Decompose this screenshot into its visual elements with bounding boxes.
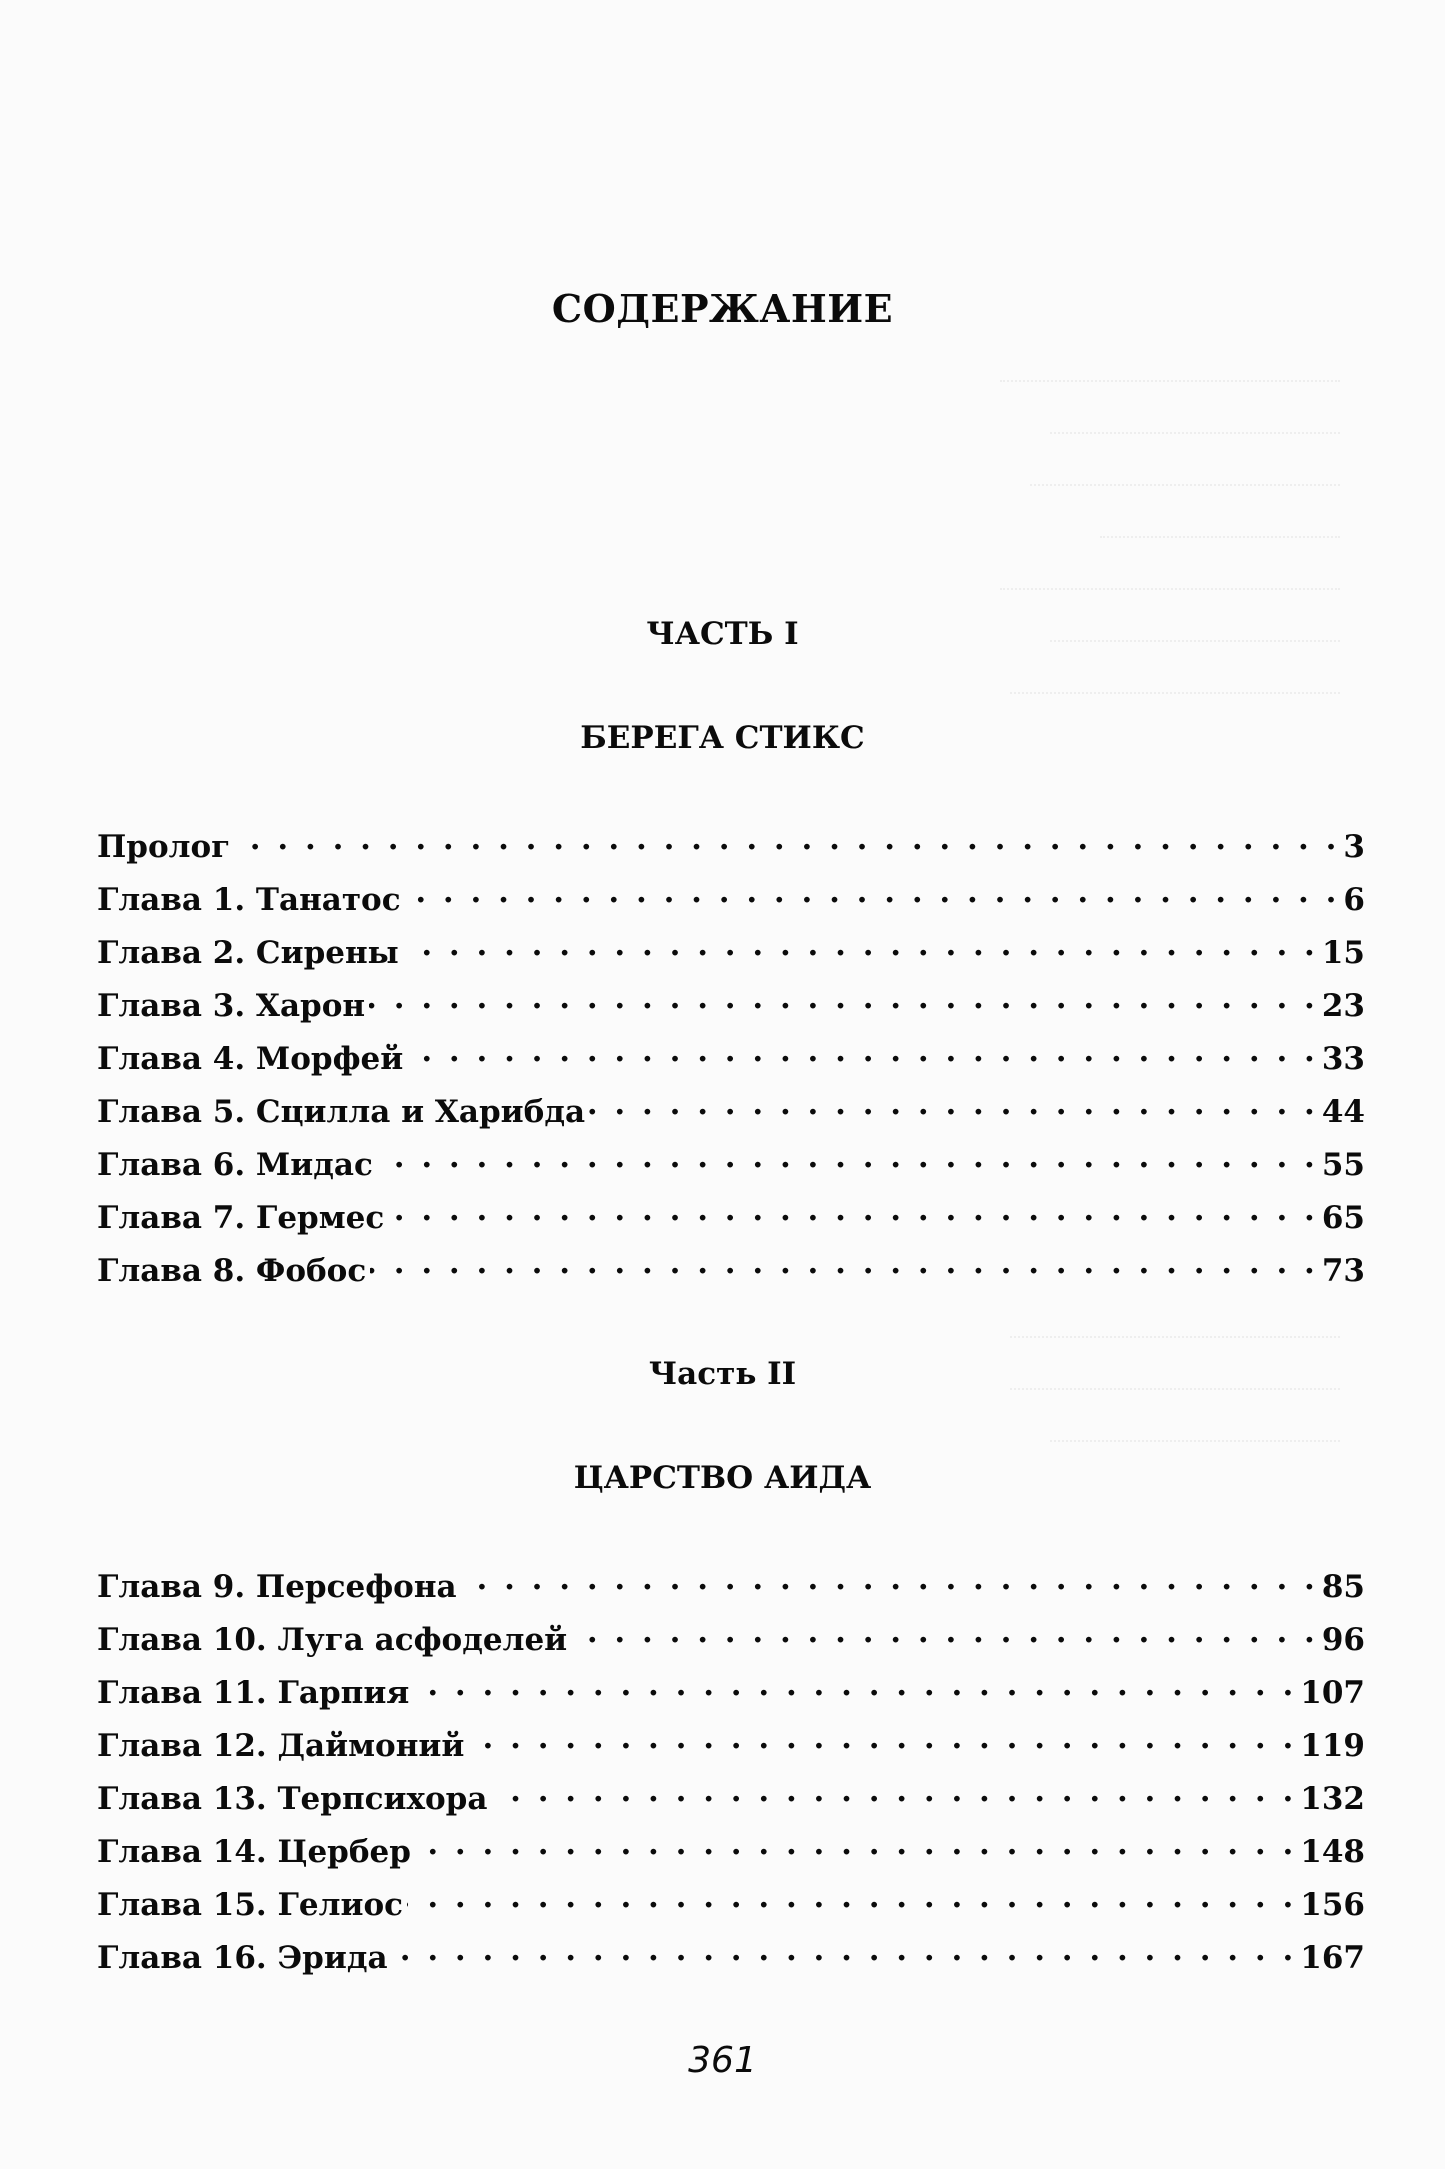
- toc-entry-title: Глава 7. Гермес: [97, 1200, 385, 1236]
- page-title: СОДЕРЖАНИЕ: [551, 286, 894, 331]
- toc-entry-chapter-4[interactable]: [97, 1038, 1365, 1091]
- toc-entry-page: 23: [1321, 988, 1365, 1024]
- toc-entry-title: Глава 10. Луга асфоделей: [97, 1622, 568, 1658]
- toc-entry-page: 55: [1321, 1147, 1365, 1183]
- dot-leader: [392, 1937, 1297, 1968]
- toc-entry-title: Глава 16. Эрида: [97, 1940, 388, 1976]
- toc-entry-chapter-9[interactable]: [97, 1566, 1365, 1619]
- dot-leader: [571, 1619, 1318, 1650]
- toc-entry-page: 167: [1300, 1940, 1365, 1976]
- toc-entry-chapter-1[interactable]: [97, 879, 1365, 932]
- dot-leader: [369, 985, 1318, 1016]
- page-number: 361: [688, 2040, 757, 2081]
- toc-entry-page: 119: [1300, 1728, 1365, 1764]
- dot-leader: [407, 1038, 1318, 1069]
- part-1-label: ЧАСТЬ I: [646, 616, 799, 652]
- dot-leader: [234, 826, 1339, 857]
- toc-entry-page: 44: [1321, 1094, 1365, 1130]
- part-1-name: БЕРЕГА СТИКС: [580, 720, 865, 756]
- toc-entry-title: Глава 9. Персефона: [97, 1569, 457, 1605]
- toc-entry-page: 107: [1300, 1675, 1365, 1711]
- toc-entry-page: 65: [1321, 1200, 1365, 1236]
- toc-entry-page: 132: [1300, 1781, 1365, 1817]
- toc-entry-title: Глава 2. Сирены: [97, 935, 399, 971]
- toc-entry-title: Глава 1. Танатос: [97, 882, 401, 918]
- toc-entry-page: 148: [1300, 1834, 1365, 1870]
- dot-leader: [370, 1250, 1318, 1281]
- dot-leader: [415, 1831, 1296, 1862]
- toc-entry-title: Глава 15. Гелиос: [97, 1887, 404, 1923]
- dot-leader: [405, 879, 1340, 910]
- toc-entry-title: Глава 14. Цербер: [97, 1834, 411, 1870]
- toc-entry-chapter-2[interactable]: [97, 932, 1365, 985]
- toc-entry-chapter-3[interactable]: [97, 985, 1365, 1038]
- dot-leader: [388, 1197, 1318, 1228]
- dot-leader: [403, 932, 1318, 963]
- toc-entry-page: 156: [1300, 1887, 1365, 1923]
- toc-entry-chapter-16[interactable]: [97, 1937, 1365, 1990]
- toc-entry-chapter-10[interactable]: [97, 1619, 1365, 1672]
- toc-entry-prologue[interactable]: [97, 826, 1365, 879]
- toc-entry-page: 15: [1321, 935, 1365, 971]
- dot-leader: [407, 1884, 1296, 1915]
- dot-leader: [589, 1091, 1318, 1122]
- toc-entry-chapter-8[interactable]: [97, 1250, 1365, 1303]
- toc-entry-title: Глава 8. Фобос: [97, 1253, 367, 1289]
- toc-entry-chapter-7[interactable]: [97, 1197, 1365, 1250]
- dot-leader: [491, 1778, 1296, 1809]
- toc-entry-chapter-12[interactable]: [97, 1725, 1365, 1778]
- toc-entry-chapter-15[interactable]: [97, 1884, 1365, 1937]
- toc-entry-title: Пролог: [97, 829, 231, 865]
- toc-entry-title: Глава 13. Терпсихора: [97, 1781, 488, 1817]
- toc-entry-title: Глава 4. Морфей: [97, 1041, 404, 1077]
- toc-entry-chapter-13[interactable]: [97, 1778, 1365, 1831]
- toc-entry-chapter-5[interactable]: [97, 1091, 1365, 1144]
- toc-entry-title: Глава 12. Даймоний: [97, 1728, 465, 1764]
- part-2-name: ЦАРСТВО АИДА: [573, 1460, 872, 1496]
- toc-entry-page: 73: [1321, 1253, 1365, 1289]
- toc-entry-chapter-11[interactable]: [97, 1672, 1365, 1725]
- toc-entry-title: Глава 5. Сцилла и Харибда: [97, 1094, 586, 1130]
- toc-entry-page: 96: [1321, 1622, 1365, 1658]
- toc-entry-page: 6: [1343, 882, 1365, 918]
- toc-entry-chapter-14[interactable]: [97, 1831, 1365, 1884]
- part-1-toc-list: [97, 826, 1365, 1303]
- dot-leader: [377, 1144, 1318, 1175]
- part-2-toc-list: [97, 1566, 1365, 1990]
- toc-entry-title: Глава 3. Харон: [97, 988, 366, 1024]
- dot-leader: [468, 1725, 1296, 1756]
- toc-entry-chapter-6[interactable]: [97, 1144, 1365, 1197]
- dot-leader: [413, 1672, 1296, 1703]
- toc-entry-page: 33: [1321, 1041, 1365, 1077]
- toc-entry-page: 3: [1343, 829, 1365, 865]
- toc-entry-title: Глава 6. Мидас: [97, 1147, 373, 1183]
- part-2-label: Часть II: [648, 1356, 797, 1392]
- toc-entry-title: Глава 11. Гарпия: [97, 1675, 410, 1711]
- dot-leader: [461, 1566, 1318, 1597]
- toc-entry-page: 85: [1321, 1569, 1365, 1605]
